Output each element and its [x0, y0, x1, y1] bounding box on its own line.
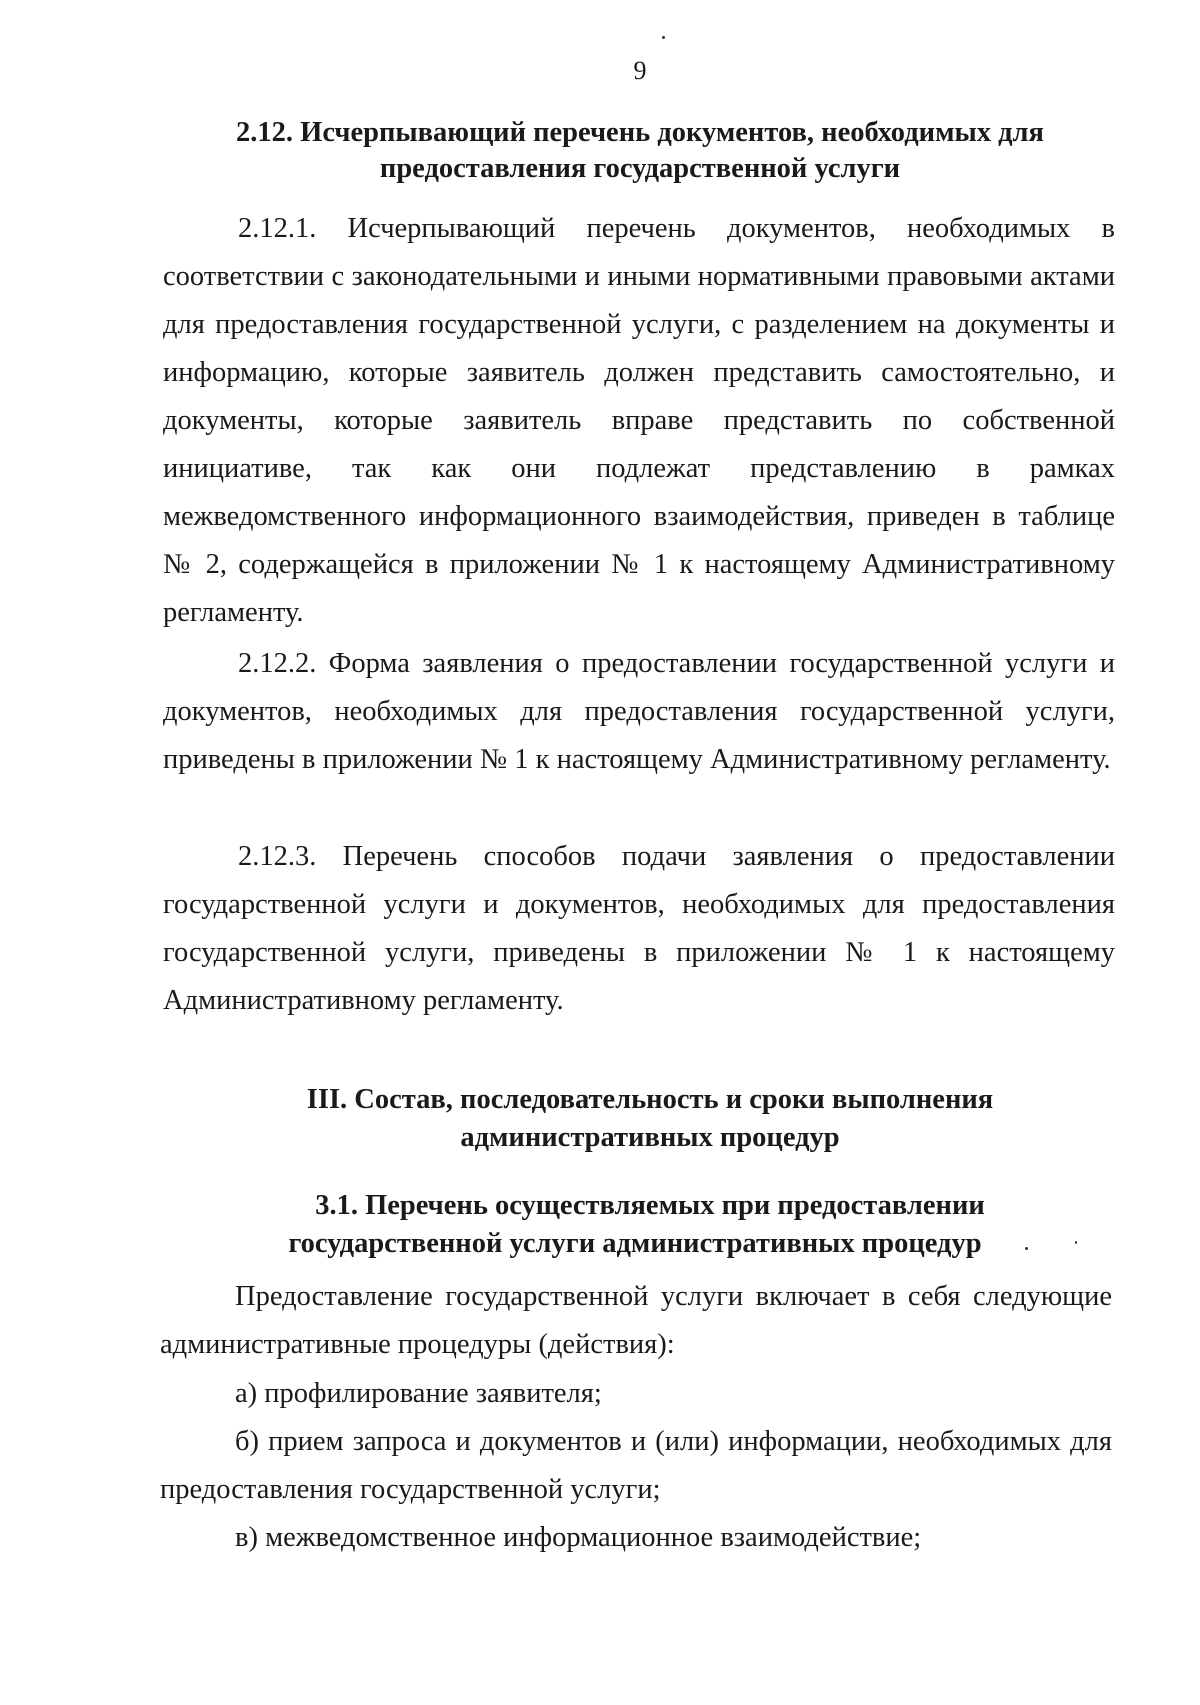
list-item-a: а) профилирование заявителя; [235, 1378, 602, 1409]
paragraph-3-1-intro: Предоставление государственной услуги включает в себя следующие административные процедуры (действия): [160, 1281, 1112, 1360]
section-heading-3-1-line2: государственной услуги административных процедур [288, 1228, 982, 1259]
paragraph-2-12-3: 2.12.3. Перечень способов подачи заявления о предоставлении государственной услуги и документов, необходимых для предоставления государственной услуги, приведены в приложении № 1 к настоящему Административному регламенту. [163, 841, 1115, 1016]
section-heading-2-12-line2: предоставления государственной услуги [379, 153, 901, 184]
list-item-b: б) прием запроса и документов и (или) информации, необходимых для предоставления государственной услуги; [160, 1426, 1112, 1505]
scan-speck [662, 36, 665, 39]
scan-speck [1075, 1241, 1077, 1244]
section-heading-3-1-line1: 3.1. Перечень осуществляемых при предоставлении [315, 1190, 985, 1221]
paragraph-2-12-1: 2.12.1. Исчерпывающий перечень документов, необходимых в соответствии с законодательными и иными нормативными правовыми актами для предоставления государственной услуги, с разделением на документы и информацию, которые заявитель должен представить самостоятельно, и документы, которые заявитель вправе представить по собственной инициативе, так как они подлежат представлению в рамках межведомственного информационного взаимодействия, приведен в таблице № 2, содержащейся в приложении № 1 к настоящему Административному регламенту. [163, 213, 1115, 628]
section-heading-iii-line1: III. Состав, последовательность и сроки выполнения [306, 1084, 994, 1115]
scan-speck [1025, 1247, 1028, 1250]
paragraph-2-12-2: 2.12.2. Форма заявления о предоставлении государственной услуги и документов, необходимых для предоставления государственной услуги, приведены в приложении № 1 к настоящему Административному регламенту. [163, 648, 1115, 775]
list-item-c: в) межведомственное информационное взаимодействие; [235, 1522, 922, 1553]
section-heading-2-12-line1: 2.12. Исчерпывающий перечень документов, необходимых для [236, 117, 1044, 148]
page-number: 9 [633, 56, 647, 85]
section-heading-iii-line2: административных процедур [460, 1122, 840, 1153]
